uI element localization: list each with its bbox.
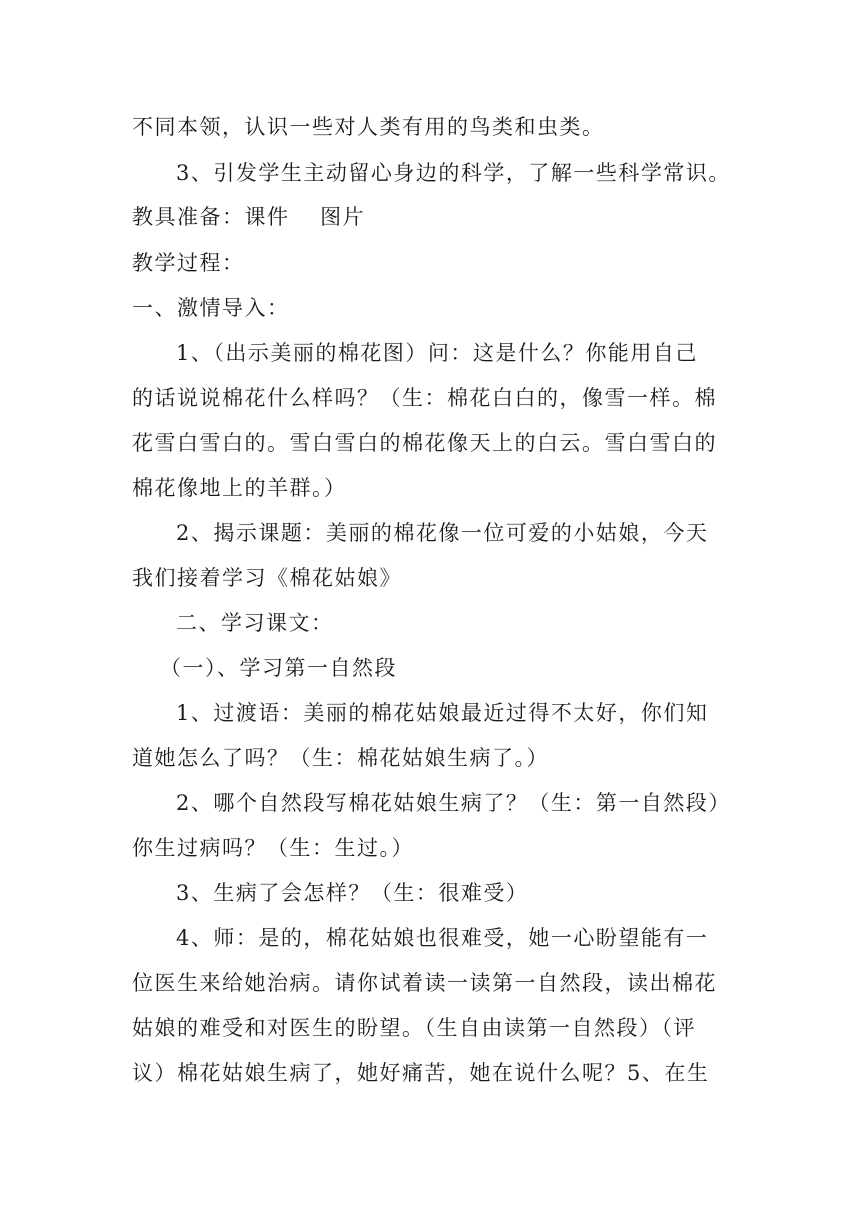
text-line: 的话说说棉花什么样吗？（生：棉花白白的，像雪一样。棉: [132, 386, 717, 410]
text-line: 3、引发学生主动留心身边的科学，了解一些科学常识。: [176, 161, 731, 185]
text-line: 姑娘的难受和对医生的盼望。（生自由读第一自然段）（评: [132, 1016, 696, 1040]
text-line: 2、揭示课题：美丽的棉花像一位可爱的小姑娘，今天: [176, 521, 709, 545]
text-line: 教具准备：课件 图片: [132, 205, 366, 229]
subsection-heading: （一）、学习第一自然段: [160, 656, 397, 680]
text-line: 位医生来给她治病。请你试着读一读第一自然段，读出棉花: [132, 971, 717, 995]
text-line: 教学过程：: [132, 251, 245, 275]
text-line: 花雪白雪白的。雪白雪白的棉花像天上的白云。雪白雪白的: [132, 431, 717, 455]
text-line: 议）棉花姑娘生病了，她好痛苦，她在说什么呢？5、在生: [132, 1061, 710, 1085]
text-line: 棉花像地上的羊群。）: [132, 476, 347, 500]
text-line: 3、生病了会怎样？（生：很难受）: [176, 881, 529, 905]
text-line: 1、（出示美丽的棉花图）问：这是什么？你能用自己: [176, 341, 698, 365]
text-line: 不同本领，认识一些对人类有用的鸟类和虫类。: [132, 115, 605, 139]
section-heading: 一、激情导入：: [132, 296, 290, 320]
text-line: 你生过病吗？（生：生过。）: [132, 836, 414, 860]
text-line: 2、哪个自然段写棉花姑娘生病了？（生：第一自然段）: [176, 791, 731, 815]
text-line: 我们接着学习《棉花姑娘》: [132, 566, 402, 590]
text-line: 1、过渡语：美丽的棉花姑娘最近过得不太好，你们知: [176, 701, 709, 725]
document-page: [132, 0, 732, 1216]
text-line: 道她怎么了吗？（生：棉花姑娘生病了。）: [132, 746, 549, 770]
section-heading: 二、学习课文：: [176, 611, 334, 635]
text-line: 4、师：是的，棉花姑娘也很难受，她一心盼望能有一: [176, 926, 709, 950]
